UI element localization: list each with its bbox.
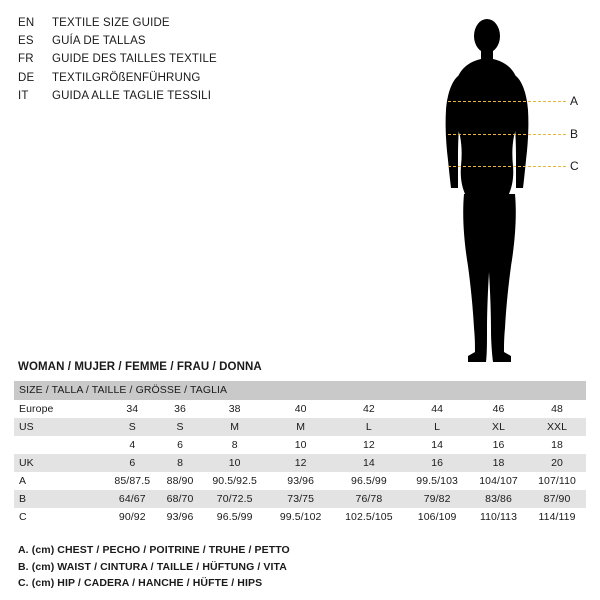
silhouette-icon [420,10,600,370]
cell: 40 [269,400,333,418]
row-label: C [14,508,105,526]
row-label: A [14,472,105,490]
cell: 36 [160,400,201,418]
language-code: EN [18,17,35,29]
cell: 85/87.5 [105,472,160,490]
cell: M [269,418,333,436]
cell: M [201,418,269,436]
row-label [14,436,105,454]
cell: S [105,418,160,436]
cell: 12 [269,454,333,472]
cell: 70/72.5 [201,490,269,508]
note-chest: A. (cm) CHEST / PECHO / POITRINE / TRUHE / PETTO [18,544,290,556]
cell: 79/82 [405,490,469,508]
cell: 34 [105,400,160,418]
cell: 42 [333,400,406,418]
cell: 87/90 [528,490,586,508]
language-title: GUÍA DE TALLAS [52,35,146,48]
cell: 64/67 [105,490,160,508]
language-title: TEXTILE SIZE GUIDE [52,17,170,29]
language-row [18,53,318,71]
cell: 102.5/105 [333,508,406,526]
cell: 114/119 [528,508,586,526]
cell: 8 [201,436,269,454]
cell: 73/75 [269,490,333,508]
cell: 107/110 [528,472,586,490]
cell: 44 [405,400,469,418]
table-group-title: WOMAN / MUJER / FEMME / FRAU / DONNA [18,361,262,373]
cell: 93/96 [269,472,333,490]
size-table [14,381,586,526]
cell: 4 [105,436,160,454]
guide-line-b [448,134,566,135]
cell: 14 [405,436,469,454]
guide-label-c: C [570,159,579,173]
table-row [14,490,586,508]
language-code: IT [18,89,29,102]
cell: 46 [469,400,528,418]
language-title: TEXTILGRÖßENFÜHRUNG [52,71,201,84]
guide-line-a [448,101,566,102]
language-title: GUIDE DES TAILLES TEXTILE [52,53,217,66]
guide-label-a: A [570,94,579,108]
cell: 12 [333,436,406,454]
language-code: ES [18,35,34,48]
cell: 106/109 [405,508,469,526]
language-row [18,35,318,53]
cell: XL [469,418,528,436]
table-header-label: SIZE / TALLA / TAILLE / GRÖSSE / TAGLIA [14,381,586,400]
cell: 99.5/102 [269,508,333,526]
cell: 90.5/92.5 [201,472,269,490]
language-code: DE [18,71,35,84]
table-row [14,436,586,454]
row-label: US [14,418,105,436]
cell: 96.5/99 [201,508,269,526]
guide-line-c [448,166,566,167]
cell: 88/90 [160,472,201,490]
cell: 10 [269,436,333,454]
female-silhouette-figure [420,10,600,370]
cell: 8 [160,454,201,472]
table-row [14,508,586,526]
cell: 18 [469,454,528,472]
cell: 93/96 [160,508,201,526]
table-row [14,472,586,490]
cell: 76/78 [333,490,406,508]
cell: 38 [201,400,269,418]
measurement-notes [18,542,578,592]
cell: S [160,418,201,436]
language-row [18,72,318,90]
cell: XXL [528,418,586,436]
language-code: FR [18,53,34,66]
cell: 83/86 [469,490,528,508]
table-row [14,454,586,472]
cell: L [333,418,406,436]
language-header [18,17,318,108]
cell: 20 [528,454,586,472]
note-hip: C. (cm) HIP / CADERA / HANCHE / HÜFTE / HIPS [18,577,263,589]
row-label: Europe [14,400,105,418]
cell: 16 [405,454,469,472]
table-header-row [14,381,586,400]
row-label: UK [14,454,105,472]
row-label: B [14,490,105,508]
cell: 18 [528,436,586,454]
cell: 6 [105,454,160,472]
cell: 10 [201,454,269,472]
cell: 16 [469,436,528,454]
language-row [18,17,318,35]
cell: 104/107 [469,472,528,490]
note-waist: B. (cm) WAIST / CINTURA / TAILLE / HÜFTUNG / VITA [18,560,287,573]
language-title: GUIDA ALLE TAGLIE TESSILI [52,89,212,102]
cell: 110/113 [469,508,528,526]
table-row [14,418,586,436]
cell: 99.5/103 [405,472,469,490]
cell: 14 [333,454,406,472]
cell: 68/70 [160,490,201,508]
cell: 48 [528,400,586,418]
table-row [14,400,586,418]
guide-label-b: B [570,127,579,141]
cell: L [405,418,469,436]
language-row [18,90,318,108]
cell: 96.5/99 [333,472,406,490]
cell: 90/92 [105,508,160,526]
cell: 6 [160,436,201,454]
